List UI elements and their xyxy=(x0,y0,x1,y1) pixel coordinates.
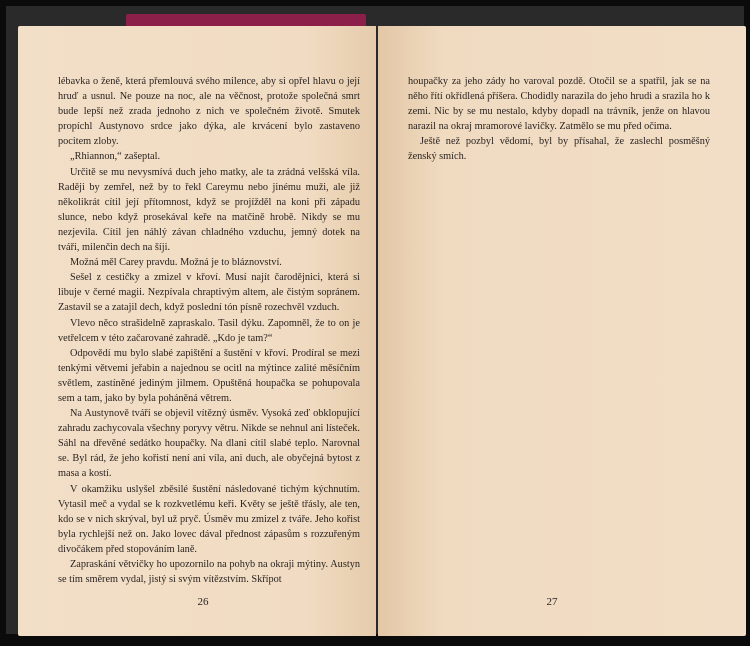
page-number: 26 xyxy=(197,596,209,608)
paragraph: „Rhiannon,“ zašeptal. xyxy=(70,151,161,163)
paragraph: houpačky za jeho zády ho varoval pozdě. Otočil se a spatřil, jak se na něho řítí okřídlená příšera. Chodidly narazila do jeho hrudi a srazila ho k zemi. Nic by se mu nestalo, kdyby dopadl na trávník, jenže on hlavou narazil na okraj mramorové lavičky. Zatmělo se mu před očima. xyxy=(408,76,710,133)
right-page-text xyxy=(408,74,710,165)
paragraph: Na Austynově tváři se objevil vítězný úsměv. Vysoká zeď obklopující zahradu zachycovala všechny poryvy větru. Nikde se nehnul ani lísteček. Sáhl na dřevěné sedátko houpačky. Na dlani cítil slabé teplo. Narovnal se. Byl rád, že jeho kořistí není ani víla, ani duch, ale obyčejná bytost z masa a kostí. xyxy=(58,408,360,480)
right-page xyxy=(378,26,746,636)
page-number: 27 xyxy=(546,596,558,608)
left-page-text xyxy=(58,74,360,587)
paragraph: V okamžiku uslyšel zběsilé šustění následované tichým kýchnutím. Vytasil meč a vydal se k rozkvetlému keři. Květy se ještě třásly, ale ten, kdo se v nich skrýval, byl už pryč. Úsměv mu zmizel z tváře. Jeho kořist byla rychlejší než on. Jako lovec dával přednost zápasům s rozzuřeným divočákem před stopováním laně. xyxy=(58,483,360,555)
paragraph: lébavka o ženě, která přemlouvá svého milence, aby si opřel hlavu o její hruď a usnul. Ne pouze na noc, ale na věčnost, protože společná smrt bude lepší než zrada jednoho z nich ve společném životě. Smutek propíchl Austynovo srdce jako dýka, ale krvácení bylo zastaveno pocitem zloby. xyxy=(58,76,360,148)
left-page xyxy=(18,26,376,636)
paragraph: Sešel z cestičky a zmizel v křoví. Musí najít čarodějnici, která si libuje v černé magii. Nezpívala chraptivým altem, ale čistým sopránem. Zastavil se a zatajil dech, když poslední tón písně rozechvěl vzduch. xyxy=(58,272,360,314)
paragraph: Možná měl Carey pravdu. Možná je to bláznovství. xyxy=(70,257,282,269)
paragraph: Určitě se mu nevysmívá duch jeho matky, ale ta zrádná velšská víla. Raději by zemřel, než by to řekl Careymu nebo jinému muži, ale již několikrát cítil její přítomnost, když se projížděl na koni při západu slunce, nebo když prosekával keře na matčině hrobě. Nikdy se mu nezjevila. Cítil jen náhlý závan chladného vzduchu, jemný dotek na tváři, milenčin dech na šíji. xyxy=(58,166,360,254)
paragraph: Odpovědí mu bylo slabé zapištění a šustění v křoví. Prodíral se mezi tenkými větvemi jeřabin a najednou se ocitl na mýtince zalité měsíčním světlem, zastíněné jediným jilmem. Opuštěná houpačka se pohupovala sem a tam, jako by byla poháněná větrem. xyxy=(58,347,360,404)
paragraph: Ještě než pozbyl vědomí, byl by přísahal, že zaslechl posměšný ženský smích. xyxy=(408,136,710,163)
paragraph: Zapraskání větvičky ho upozornilo na pohyb na okraji mýtiny. Austyn se tím směrem vydal, jistý si svým vítězstvím. Skřípot xyxy=(58,559,360,586)
open-book xyxy=(6,6,744,634)
paragraph: Vlevo něco strašidelně zapraskalo. Tasil dýku. Zapomněl, že to on je vetřelcem v této začarované zahradě. „Kdo je tam?“ xyxy=(58,317,360,344)
